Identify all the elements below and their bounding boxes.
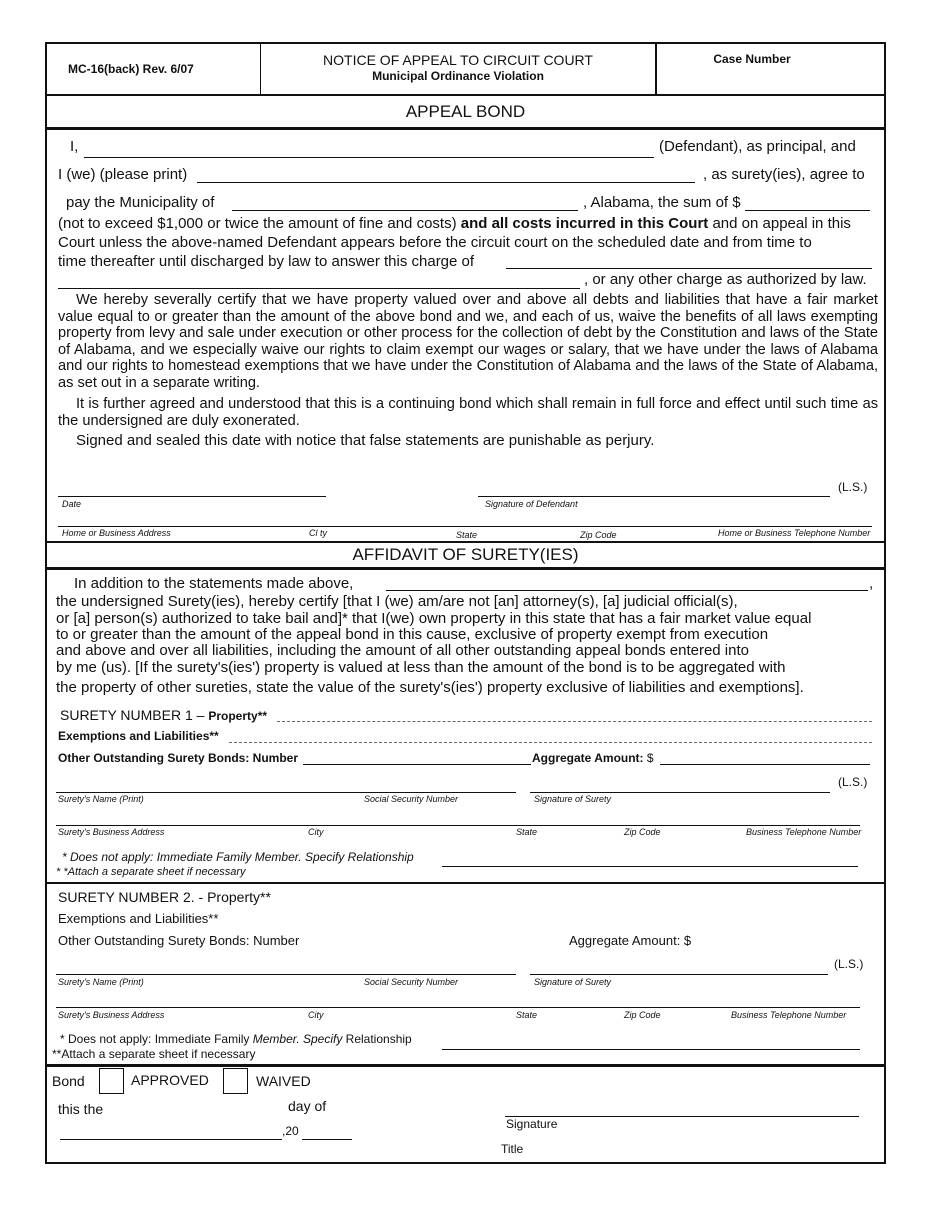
surety1-bonds-number-field[interactable]: [303, 764, 531, 765]
defendant-signature-field[interactable]: [478, 496, 830, 497]
surety1-property-field[interactable]: [277, 721, 872, 722]
section-rule: [45, 567, 886, 570]
surety2-phone-label: Business Telephone Number: [731, 1010, 847, 1020]
surety2-zip-label: Zip Code: [624, 1010, 661, 1020]
affidavit-line: the undersigned Surety(ies), hereby certify [that I (we) am/are not [an] attorney(s), [a] judicial official(s),: [56, 593, 738, 610]
surety2-signature-field[interactable]: [530, 974, 828, 975]
line2-start: I (we) (please print): [58, 166, 188, 183]
header-divider: [260, 42, 261, 96]
form-subtitle: Municipal Ordinance Violation: [372, 69, 544, 83]
surety2-address-field[interactable]: [56, 1007, 860, 1008]
date-field[interactable]: [58, 496, 326, 497]
address-label: Home or Business Address: [62, 528, 171, 538]
year-prefix: ,20: [282, 1124, 299, 1138]
form-id: MC-16(back) Rev. 6/07: [68, 62, 194, 76]
surety1-bonds-label: Other Outstanding Surety Bonds: Number: [58, 751, 299, 765]
affidavit-line: and above and over all liabilities, including the amount of all other outstanding appeal bonds entered into: [56, 642, 749, 659]
surety1-heading: SURETY NUMBER 1 – Property**: [60, 707, 268, 723]
bond-label: Bond: [52, 1073, 85, 1089]
affidavit-line: the property of other sureties, state the value of the surety's(ies') property exclusive of liabilities and exemptions].: [56, 679, 804, 696]
date-month-field[interactable]: [60, 1139, 282, 1140]
surety2-note1: * Does not apply: Immediate Family Member. Specify Relationship: [60, 1032, 412, 1046]
affidavit-line: to or greater than the amount of the appeal bond in this cause, exclusive of property exempt from execution: [56, 626, 769, 643]
title-label: Title: [501, 1142, 524, 1156]
surety2-heading: SURETY NUMBER 2. - Property**: [58, 889, 271, 905]
surety2-note2: **Attach a separate sheet if necessary: [52, 1047, 256, 1061]
surety1-note1: * Does not apply: Immediate Family Member. Specify Relationship: [62, 850, 414, 864]
city-label: Cl ty: [309, 528, 327, 538]
line6: time thereafter until discharged by law to answer this charge of: [58, 253, 475, 270]
header-divider: [655, 42, 657, 96]
waived-label: WAIVED: [256, 1073, 311, 1089]
affidavit-name-field[interactable]: [386, 590, 868, 591]
bond-amount-field[interactable]: [745, 210, 870, 211]
line2-end: , as surety(ies), agree to: [703, 166, 865, 183]
surety1-ssn-label: Social Security Number: [364, 794, 459, 804]
affidavit-comma: ,: [869, 575, 874, 592]
this-the-label: this the: [58, 1101, 104, 1117]
phone-label: Home or Business Telephone Number: [718, 528, 871, 538]
line4: (not to exceed $1,000 or twice the amount of fine and costs) and all costs incurred in this Court and on appeal in this: [58, 215, 851, 232]
surety1-aggregate-field[interactable]: [660, 764, 870, 765]
defendant-address-field[interactable]: [58, 526, 872, 527]
surety2-exemptions-label: Exemptions and Liabilities**: [58, 911, 219, 926]
surety2-aggregate-label: Aggregate Amount: $: [569, 933, 692, 948]
municipality-field[interactable]: [232, 210, 578, 211]
surety2-city-label: City: [308, 1010, 324, 1020]
perjury-statement: Signed and sealed this date with notice that false statements are punishable as perjury.: [76, 432, 655, 449]
charge-field-continued[interactable]: [58, 288, 580, 289]
surety1-signature-label: Signature of Surety: [534, 794, 612, 804]
defendant-signature-label: Signature of Defendant: [485, 499, 578, 509]
surety2-ssn-label: Social Security Number: [364, 977, 459, 987]
surety-names-field[interactable]: [197, 182, 695, 183]
day-of-label: day of: [288, 1098, 327, 1114]
surety1-state-label: State: [516, 827, 538, 837]
surety1-city-label: City: [308, 827, 324, 837]
date-label: Date: [62, 499, 82, 509]
surety1-name-field[interactable]: [56, 792, 516, 793]
affidavit-line: by me (us). [If the surety's(ies') property is valued at less than the amount of the bond is to be aggregated with: [56, 659, 786, 676]
section-rule: [45, 1064, 886, 1067]
surety1-address-field[interactable]: [56, 825, 860, 826]
signature-label: Signature: [506, 1117, 558, 1131]
affidavit-line: or [a] person(s) authorized to take bail and]* that I(we) own property in this state that has a fair market value equal: [56, 610, 812, 627]
surety2-state-label: State: [516, 1010, 538, 1020]
line1-end: (Defendant), as principal, and: [659, 138, 856, 155]
surety2-name-field[interactable]: [56, 974, 516, 975]
line5: Court unless the above-named Defendant appears before the circuit court on the scheduled date and from time to: [58, 234, 812, 251]
approval-signature-field[interactable]: [505, 1116, 859, 1117]
charge-field[interactable]: [506, 268, 872, 269]
continuing-bond-paragraph: It is further agreed and understood that this is a continuing bond which shall remain in full force and effect until such time as the undersigned are duly exonerated.: [58, 396, 878, 429]
surety2-address-label: Surety's Business Address: [58, 1010, 165, 1020]
section-rule: [45, 882, 886, 884]
line3-mid: , Alabama, the sum of $: [583, 194, 741, 211]
form-title: NOTICE OF APPEAL TO CIRCUIT COURT: [323, 52, 593, 68]
approved-checkbox[interactable]: [99, 1068, 124, 1094]
line7: , or any other charge as authorized by law.: [584, 271, 867, 288]
surety1-address-label: Surety's Business Address: [58, 827, 165, 837]
section-rule: [45, 541, 886, 543]
ls-mark: (L.S.): [834, 957, 864, 971]
affidavit-title: AFFIDAVIT OF SURETY(IES): [352, 545, 579, 564]
surety1-exemptions-label: Exemptions and Liabilities**: [58, 729, 219, 743]
line1-start: I,: [70, 138, 79, 155]
surety1-zip-label: Zip Code: [624, 827, 661, 837]
header-rule: [45, 94, 886, 96]
surety2-bonds-label: Other Outstanding Surety Bonds: Number: [58, 933, 300, 948]
surety1-phone-label: Business Telephone Number: [746, 827, 862, 837]
ls-mark: (L.S.): [838, 775, 868, 789]
case-number-label: Case Number: [713, 52, 791, 66]
waiver-paragraph: We hereby severally certify that we have property valued over and above all debts and liabilities that have a fair market value equal to or greater than the amount of the above bond and we, and each of us, waive the benefits of all laws exempting property from levy and sale under execution or other process for the collection of debt by the Constitution and laws of the State of Alabama, and we especially waive our rights to claim exempt our wages or salary, that we have under the laws of Alabama and our rights to homestead exemptions that we have under the Constitution of Alabama and the laws of the State of Alabama, as set out in a separate writing.: [58, 292, 878, 391]
ls-mark: (L.S.): [838, 480, 868, 494]
surety1-note2: * *Attach a separate sheet if necessary: [56, 866, 246, 878]
surety1-relationship-field[interactable]: [442, 866, 858, 867]
waived-checkbox[interactable]: [223, 1068, 248, 1094]
line3-start: pay the Municipality of: [66, 194, 215, 211]
year-field[interactable]: [302, 1139, 352, 1140]
surety1-signature-field[interactable]: [530, 792, 830, 793]
surety2-name-label: Surety's Name (Print): [58, 977, 144, 987]
state-label: State: [456, 530, 478, 540]
section-rule: [45, 127, 886, 130]
zip-label: Zip Code: [580, 530, 617, 540]
approved-label: APPROVED: [131, 1072, 209, 1088]
appeal-bond-title: APPEAL BOND: [405, 102, 526, 121]
surety2-signature-label: Signature of Surety: [534, 977, 612, 987]
surety1-aggregate-label: Aggregate Amount: $: [532, 751, 654, 765]
surety2-relationship-field[interactable]: [442, 1049, 860, 1050]
surety1-name-label: Surety's Name (Print): [58, 794, 144, 804]
defendant-name-field[interactable]: [84, 157, 654, 158]
surety1-exemptions-field[interactable]: [229, 742, 872, 743]
affidavit-intro: In addition to the statements made above,: [74, 575, 354, 592]
